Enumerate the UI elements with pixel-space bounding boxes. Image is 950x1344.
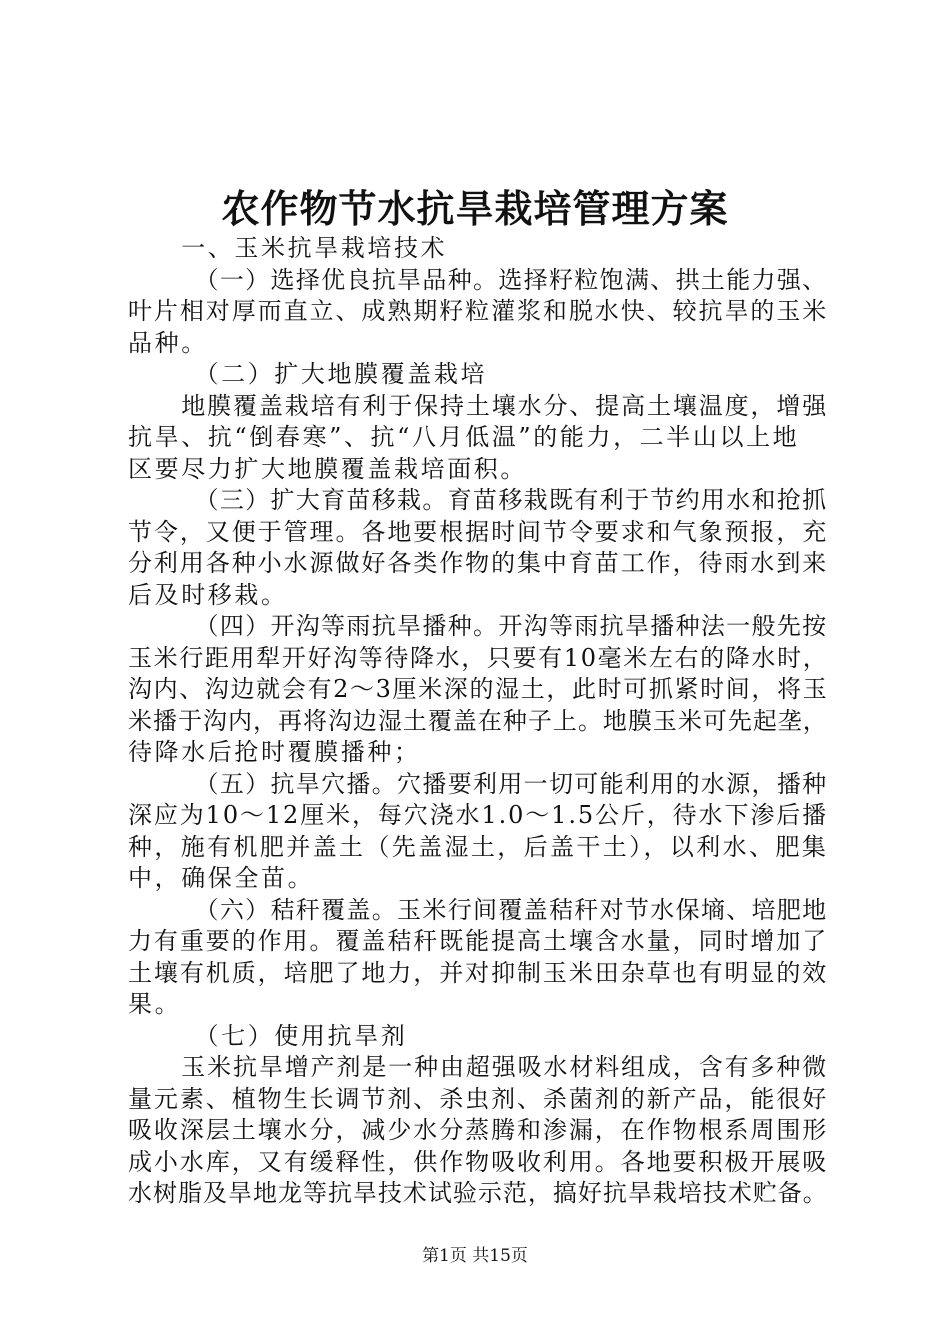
text-line: 量元素、植物生长调节剂、杀虫剂、杀菌剂的新产品，能很好 xyxy=(128,1084,829,1113)
text-line: 米播于沟内，再将沟边湿土覆盖在种子上。地膜玉米可先起垄， xyxy=(128,706,828,735)
text-line: 土壤有机质，培肥了地力，并对抑制玉米田杂草也有明显的效 xyxy=(128,958,829,987)
document-body xyxy=(128,233,828,1210)
text-line: 地膜覆盖栽培有利于保持土壤水分、提高土壤温度，增强 xyxy=(181,391,829,420)
text-line: （四）开沟等雨抗旱播种。开沟等雨抗旱播种法一般先按 xyxy=(194,612,828,640)
text-line: 水树脂及旱地龙等抗旱技术试验示范，搞好抗旱栽培技术贮备。 xyxy=(128,1179,828,1207)
text-line: （一）选择优良抗旱品种。选择籽粒饱满、拱土能力强、 xyxy=(194,265,828,294)
text-line: 后及时移栽。 xyxy=(128,580,288,609)
text-line: 深应为10～12厘米，每穴浇水1.0～1.5公斤，待水下渗后播 xyxy=(128,801,829,829)
text-line: 叶片相对厚而直立、成熟期籽粒灌浆和脱水快、较抗旱的玉米 xyxy=(128,297,829,325)
text-line: 节令，又便于管理。各地要根据时间节令要求和气象预报，充 xyxy=(128,517,829,546)
text-line: 力有重要的作用。覆盖秸秆既能提高土壤含水量，同时增加了 xyxy=(128,927,829,955)
text-line: 沟内、沟边就会有2～3厘米深的湿土，此时可抓紧时间，将玉 xyxy=(128,675,829,703)
text-line: 种，施有机肥并盖土（先盖湿土，后盖干土），以利水、肥集 xyxy=(128,832,829,861)
text-line: 品种。 xyxy=(128,328,208,357)
text-line: 抗旱、抗“倒春寒”、抗“八月低温”的能力，二半山以上地 xyxy=(128,423,800,451)
text-line: （三）扩大育苗移栽。育苗移栽既有利于节约用水和抢抓 xyxy=(194,486,828,514)
text-line: 中，确保全苗。 xyxy=(128,864,315,892)
text-line: 果。 xyxy=(128,990,182,1018)
text-line: （二）扩大地膜覆盖栽培 xyxy=(194,360,488,388)
text-line: （五）抗旱穴播。穴播要利用一切可能利用的水源，播种 xyxy=(194,769,828,798)
text-line: 区要尽力扩大地膜覆盖栽培面积。 xyxy=(128,454,527,483)
text-line: 成小水库，又有缓释性，供作物吸收利用。各地要积极开展吸 xyxy=(128,1147,829,1176)
text-line: 分利用各种小水源做好各类作物的集中育苗工作，待雨水到来 xyxy=(128,549,829,577)
text-line: 吸收深层土壤水分，减少水分蒸腾和渗漏，在作物根系周围形 xyxy=(128,1116,829,1144)
text-line: 玉米行距用犁开好沟等待降水，只要有10毫米左右的降水时， xyxy=(128,643,829,672)
text-line: （六）秸秆覆盖。玉米行间覆盖秸秆对节水保墒、培肥地 xyxy=(194,895,828,924)
page-number-footer: 第1页 共15页 xyxy=(422,1246,528,1266)
document-title: 农作物节水抗旱栽培管理方案 xyxy=(221,186,729,231)
text-line: 一、玉米抗旱栽培技术 xyxy=(181,234,448,262)
text-line: 玉米抗旱增产剂是一种由超强吸水材料组成，含有多种微 xyxy=(181,1053,829,1081)
text-line: （七）使用抗旱剂 xyxy=(194,1021,408,1050)
text-line: 待降水后抢时覆膜播种； xyxy=(128,738,421,766)
